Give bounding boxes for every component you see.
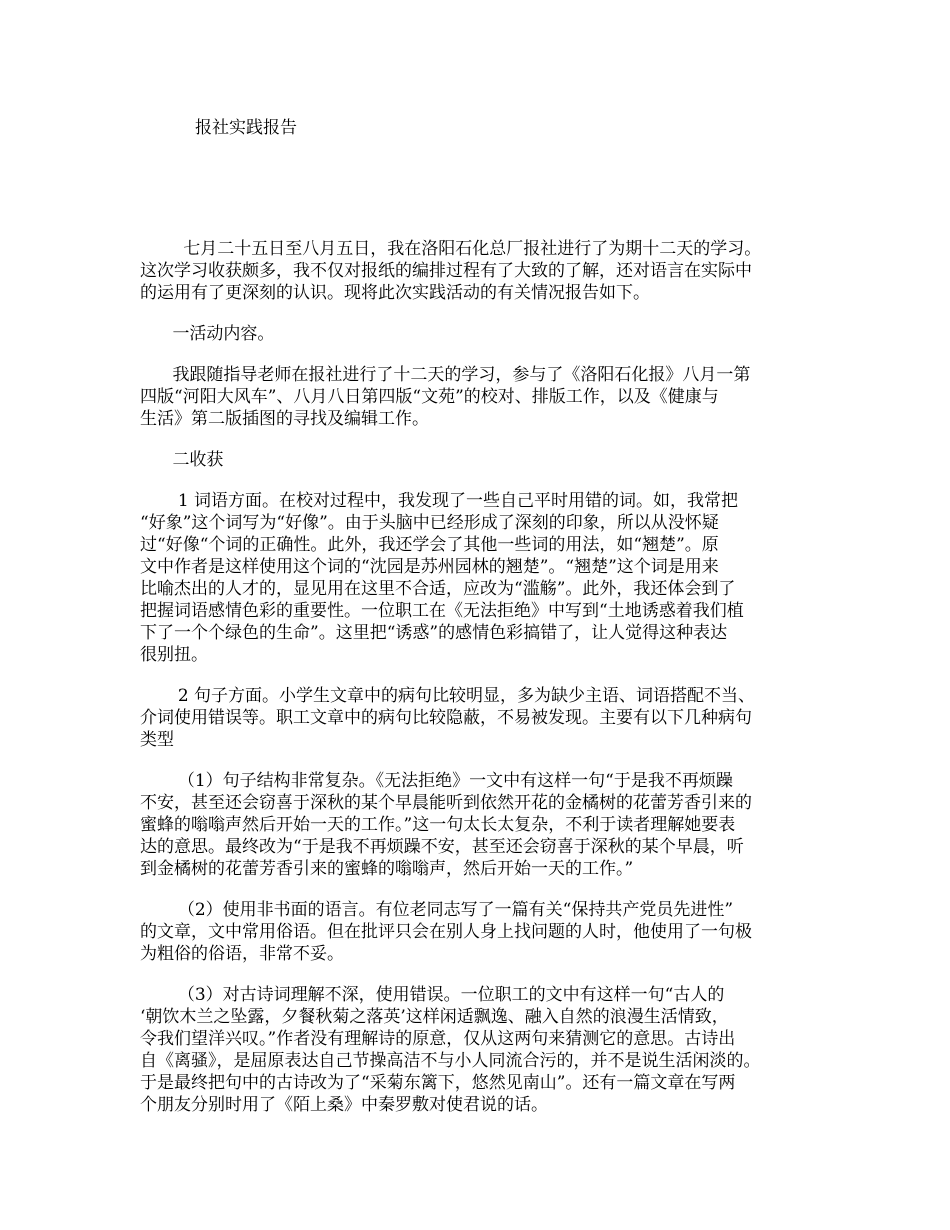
paragraph-intro: 七月二十五日至八月五日，我在洛阳石化总厂报社进行了为期十二天的学习。 这次学习收获颇多，我不仅对报纸的编排过程有了大致的了解，还对语言在实际中 的运用有了更深刻的认识。现将此次实践活动的有关情况报告如下。	[140, 239, 762, 303]
document-body	[140, 238, 830, 1116]
paragraph-sentences: 2 句子方面。小学生文章中的病句比较明显，多为缺少主语、词语搭配不当、 介词使用错误等。职工文章中的病句比较隐蔽，不易被发现。主要有以下几种病句 类型	[140, 686, 756, 750]
paragraph-colloquial: （2）使用非书面的语言。有位老同志写了一篇有关“保持共产党员先进性” 的文章，文中常用俗语。但在批评只会在别人身上找问题的人时，他使用了一句极 为粗俗的俗语，非常不妥。	[140, 900, 752, 964]
section-heading-activities: 一活动内容。	[140, 324, 275, 344]
paragraph-activities: 我跟随指导老师在报社进行了十二天的学习，参与了《洛阳石化报》八月一第 四版“河阳大风车”、八月八日第四版“文苑”的校对、排版工作，以及《健康与 生活》第二版插图的寻找及编辑工作。	[140, 365, 751, 429]
document-title: 报社实践报告	[195, 118, 297, 138]
paragraph-structure: （1）句子结构非常复杂。《无法拒绝》一文中有这样一句“于是我不再烦躁 不安，甚至还会窃喜于深秋的某个早晨能听到依然开花的金橘树的花蕾芳香引来的 蜜蜂的嗡嗡声然后开始一天的工作。”这一句太长太复杂，不利于读者理解她要表 达的意思。最终改为“于是我不再烦躁不安，甚至还会窃喜于深秋的某个早晨，听 到金橘树的花蕾芳香引来的蜜蜂的嗡嗡声，然后开始一天的工作。”	[140, 771, 752, 879]
paragraph-poetry: （3）对古诗词理解不深，使用错误。一位职工的文中有这样一句“古人的 ‘朝饮木兰之坠露，夕餐秋菊之落英’这样闲适飘逸、融入自然的浪漫生活情致， 令我们望洋兴叹。”作者没有理解诗的原意，仅从这两句来猜测它的意思。古诗出 自《离骚》，是屈原表达自己节操高洁不与小人同流合污的，并不是说生活闲淡的。 于是最终把句中的古诗改为了“采菊东篱下，悠然见南山”。还有一篇文章在写两 个朋友分别时用了《陌上桑》中秦罗敷对使君说的话。	[140, 985, 761, 1115]
section-heading-gains: 二收获	[140, 450, 224, 470]
paragraph-words: 1 词语方面。在校对过程中，我发现了一些自己平时用错的词。如，我常把 “好象”这个词写为“好像”。由于头脑中已经形成了深刻的印象，所以从没怀疑 过“好像“个词的正确性。此外，我还学会了其他一些词的用法，如“翘楚”。原 文中作者是这样使用这个词的“沈园是苏州园林的翘楚”。“翘楚”这个词是用来 比喻杰出的人才的，显见用在这里不合适，应改为“滥觞”。此外，我还体会到了 把握词语感情色彩的重要性。一位职工在《无法拒绝》中写到“土地诱惑着我们植 下了一个个绿色的生命”。这里把“诱惑”的感情色彩搞错了，让人觉得这种表达 很别扭。	[140, 491, 744, 665]
